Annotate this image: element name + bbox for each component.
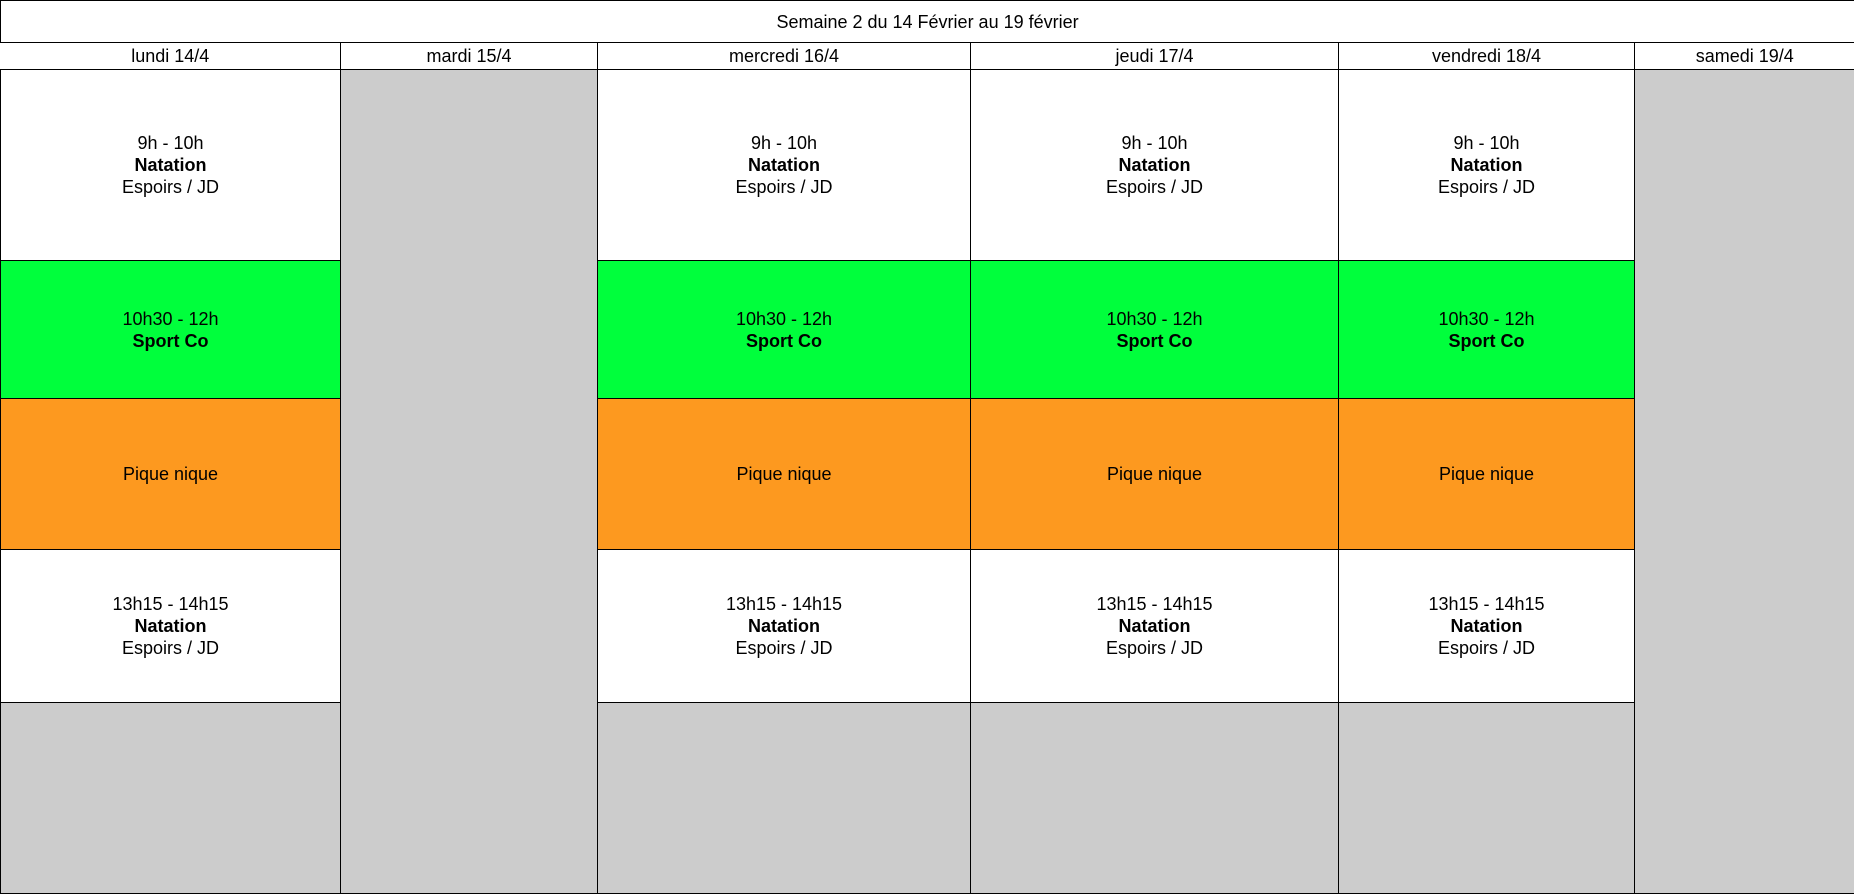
day-header-saturday: samedi 19/4 <box>1635 43 1854 70</box>
empty-column-saturday <box>1635 70 1854 894</box>
event-time: 9h - 10h <box>1453 133 1520 153</box>
event-name: Natation <box>1450 616 1523 636</box>
event-cell-friday-sport-co <box>1339 261 1635 399</box>
event-cell-wednesday-lunch <box>598 399 971 550</box>
event-group: Espoirs / JD <box>1437 177 1536 197</box>
event-name: Sport Co <box>1448 330 1525 351</box>
day-header-friday: vendredi 18/4 <box>1339 43 1635 70</box>
event-name: Natation <box>134 155 207 175</box>
day-header-thursday: jeudi 17/4 <box>971 43 1339 70</box>
empty-cell-monday <box>1 703 341 894</box>
event-cell-monday-natation-morning <box>1 70 341 261</box>
event-time: 10h30 - 12h <box>1106 308 1203 329</box>
empty-cell-friday <box>1339 703 1635 894</box>
event-name: Natation <box>1118 616 1191 636</box>
event-cell-wednesday-sport-co <box>598 261 971 399</box>
slot-row-morning <box>1 70 1854 261</box>
event-group: Espoirs / JD <box>121 177 220 197</box>
event-time: 9h - 10h <box>750 133 818 153</box>
title-row <box>1 1 1854 43</box>
event-name: Sport Co <box>746 330 822 351</box>
event-group: Espoirs / JD <box>1105 638 1204 658</box>
empty-cell-thursday <box>971 703 1339 894</box>
event-group: Espoirs / JD <box>1105 177 1204 197</box>
event-cell-friday-natation-afternoon <box>1339 550 1635 703</box>
slot-row-empty <box>1 703 1854 894</box>
event-time: 10h30 - 12h <box>1438 308 1535 329</box>
slot-row-afternoon <box>1 550 1854 703</box>
event-name: Natation <box>1118 155 1191 175</box>
event-group: Espoirs / JD <box>1437 638 1536 658</box>
event-cell-monday-natation-afternoon <box>1 550 341 703</box>
schedule-title: Semaine 2 du 14 Février au 19 février <box>1 1 1854 43</box>
empty-column-tuesday <box>341 70 598 894</box>
event-label: Pique nique <box>736 464 832 484</box>
event-cell-friday-natation-morning <box>1339 70 1635 261</box>
event-time: 13h15 - 14h15 <box>725 594 843 614</box>
event-time: 10h30 - 12h <box>122 308 219 329</box>
event-name: Natation <box>748 616 820 636</box>
event-name: Natation <box>1450 155 1523 175</box>
day-header-wednesday: mercredi 16/4 <box>598 43 971 70</box>
event-name: Natation <box>748 155 820 175</box>
slot-row-sport-co <box>1 261 1854 399</box>
event-time: 13h15 - 14h15 <box>1096 594 1213 614</box>
event-name: Sport Co <box>1116 330 1193 351</box>
event-cell-thursday-lunch <box>971 399 1339 550</box>
empty-cell-wednesday <box>598 703 971 894</box>
event-time: 9h - 10h <box>137 133 204 153</box>
event-time: 13h15 - 14h15 <box>1428 594 1545 614</box>
event-group: Espoirs / JD <box>121 638 220 658</box>
event-cell-thursday-natation-morning <box>971 70 1339 261</box>
event-cell-monday-lunch <box>1 399 341 550</box>
event-label: Pique nique <box>1106 464 1203 484</box>
event-time: 9h - 10h <box>1121 133 1188 153</box>
event-time: 10h30 - 12h <box>735 308 833 329</box>
day-header-tuesday: mardi 15/4 <box>341 43 598 70</box>
day-header-row <box>1 43 1854 70</box>
event-cell-wednesday-natation-afternoon <box>598 550 971 703</box>
event-label: Pique nique <box>122 464 219 484</box>
slot-row-lunch <box>1 399 1854 550</box>
day-header-monday: lundi 14/4 <box>1 43 341 70</box>
event-time: 13h15 - 14h15 <box>112 594 229 614</box>
event-cell-thursday-sport-co <box>971 261 1339 399</box>
event-cell-friday-lunch <box>1339 399 1635 550</box>
event-cell-wednesday-natation-morning <box>598 70 971 261</box>
event-name: Sport Co <box>132 330 209 351</box>
event-cell-monday-sport-co <box>1 261 341 399</box>
event-cell-thursday-natation-afternoon <box>971 550 1339 703</box>
event-group: Espoirs / JD <box>735 638 833 658</box>
event-group: Espoirs / JD <box>735 177 833 197</box>
event-label: Pique nique <box>1438 464 1535 484</box>
event-name: Natation <box>134 616 207 636</box>
